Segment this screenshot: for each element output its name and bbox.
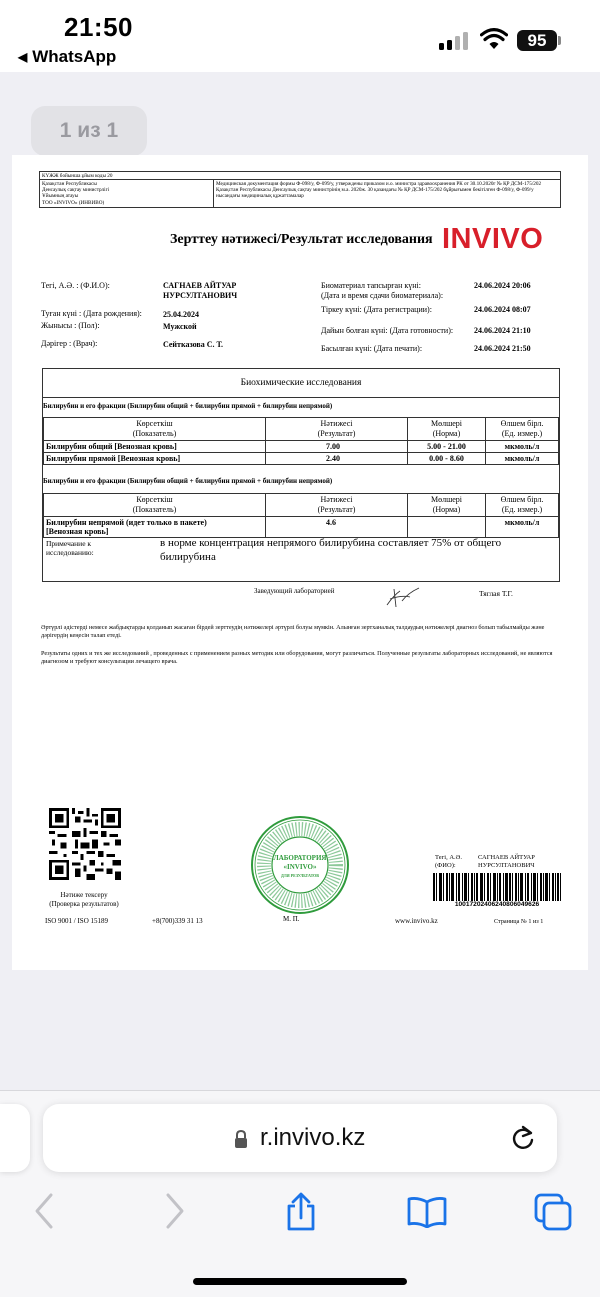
signature-name: Тяглая Т.Г. <box>479 589 513 598</box>
status-bar <box>0 0 600 72</box>
sample-date: 24.06.2024 20:06 <box>474 281 531 290</box>
col-header-text: Өлшем бірл. <box>500 419 544 428</box>
header-table <box>39 171 561 208</box>
patient-name-line: САГНАЕВ АЙТУАР <box>163 281 237 290</box>
tabs-icon[interactable] <box>533 1193 573 1231</box>
order-info <box>214 180 560 207</box>
group-title: Билирубин и его фракции (Билирубин общий + билирубин прямой + билирубин непрямой) <box>43 402 333 410</box>
barcode <box>433 873 561 901</box>
col-header-text: (Норма) <box>432 429 461 438</box>
test-name <box>44 517 266 538</box>
share-icon[interactable] <box>284 1192 318 1232</box>
website[interactable]: www.invivo.kz <box>395 917 438 925</box>
col-header-text: Нәтижесі <box>320 419 353 428</box>
fio-label-line: (ФИО): <box>435 862 456 869</box>
col-name-header <box>44 418 266 441</box>
order-line: Медицинская документация формы Ф-098/у, Ф-099/у, утверждены приказом и.о. министра здравоохранения РК от 30.10.2020г № ҚР ДСМ-175/202 <box>216 181 542 187</box>
test-result: 7.00 <box>266 441 408 453</box>
section-title: Биохимические исследования <box>43 369 559 398</box>
test-name: Билирубин прямой [Венозная кровь] <box>44 453 266 465</box>
sample-date-label <box>321 281 443 300</box>
test-name: Билирубин общий [Венозная кровь] <box>44 441 266 453</box>
page-counter: 1 из 1 <box>31 106 147 156</box>
sample-label-line: Биоматериал тапсырған күні: <box>321 281 421 290</box>
org-line: Ұйымның атауы <box>42 193 79 200</box>
lock-icon <box>233 1129 249 1149</box>
battery-indicator: 95 <box>517 30 557 51</box>
stamp-place-label: М. П. <box>283 915 300 923</box>
barcode-number: 10017202406240806049626 <box>454 901 540 908</box>
note-text: в норме концентрация непрямого билирубина составляет 75% от общего билирубина <box>160 537 502 563</box>
group-title: Билирубин и его фракции (Билирубин общий + билирубин прямой + билирубин непрямой) <box>43 477 333 485</box>
test-name-line: [Венозная кровь] <box>46 527 109 536</box>
note-label <box>46 539 94 557</box>
stamp-text: «INVIVO» <box>283 863 317 871</box>
reg-date-label: Тіркеу күні: (Дата регистрации): <box>321 305 432 314</box>
fio-label-line: Тегі, А.Ә. <box>435 854 462 861</box>
note-label-line: исследованию: <box>46 548 94 557</box>
url-text[interactable]: r.invivo.kz <box>260 1124 366 1151</box>
lab-stamp <box>250 815 350 915</box>
back-app-label: WhatsApp <box>32 47 117 66</box>
reg-date: 24.06.2024 08:07 <box>474 305 531 314</box>
col-unit-header <box>486 494 559 517</box>
col-header-text: (Норма) <box>432 505 461 514</box>
org-line: Қазақстан Республикасы <box>42 181 97 187</box>
table-row <box>44 517 559 538</box>
lab-result-document[interactable] <box>12 155 588 970</box>
fio-name-line: САГНАЕВ АЙТУАР <box>478 854 535 861</box>
col-header-text: (Ед. измер.) <box>501 429 543 438</box>
org-code: КҮЖЖ бойынша ұйым коды 20 <box>40 172 560 180</box>
col-header-text: Нәтижесі <box>320 495 353 504</box>
fio-name-line: НУРСУЛТАНОВИЧ <box>478 862 535 869</box>
disclaimer-ru: Результаты одних и тех же исследований , проведенных с применением разных методик или оборудования, могут различаться. Полученные результаты лабораторных исследований, не являются диагнозом и требуют консультации лечащего врача. <box>41 650 553 665</box>
back-triangle-icon: ◀ <box>18 50 28 64</box>
sex-label: Жынысы : (Пол): <box>41 321 100 330</box>
clock: 21:50 <box>64 12 133 42</box>
qr-caption <box>39 891 129 909</box>
results-table <box>43 493 559 538</box>
col-unit-header <box>486 418 559 441</box>
col-norm-header <box>408 494 486 517</box>
org-line: ТОО «INVIVO» (ИНВИВО) <box>42 199 105 206</box>
col-name-header <box>44 494 266 517</box>
test-name-line: Билирубин непрямой (идет только в пакете) <box>46 518 207 527</box>
dob-value: 25.04.2024 <box>163 310 199 319</box>
fio-label <box>435 854 462 870</box>
patient-name-line: НУРСУЛТАНОВИЧ <box>163 290 238 300</box>
qr-caption-line: (Проверка результатов) <box>49 900 119 908</box>
ready-date-label: Дайын болған күні: (Дата готовности): <box>321 326 454 335</box>
ready-date: 24.06.2024 21:10 <box>474 326 531 335</box>
col-header-text: Көрсеткіш <box>136 495 173 504</box>
test-unit: мкмоль/л <box>486 453 559 465</box>
col-header-text: (Ед. измер.) <box>501 505 543 514</box>
invivo-logo: INVIVO <box>442 223 544 255</box>
cellular-signal-icon <box>439 32 469 50</box>
col-header-text: Көрсеткіш <box>136 419 173 428</box>
doctor-label: Дәрігер : (Врач): <box>41 339 98 348</box>
col-header-text: (Результат) <box>317 429 356 438</box>
stamp-text: ДЛЯ РЕЗУЛЬТАТОВ <box>281 873 319 878</box>
org-line: Денсаулық сақтау министрлігі <box>42 187 110 194</box>
test-result: 4.6 <box>266 517 408 538</box>
test-result: 2.40 <box>266 453 408 465</box>
table-row <box>44 441 559 453</box>
qr-caption-line: Нәтиже тексеру <box>60 891 108 899</box>
col-header-text: Өлшем бірл. <box>500 495 544 504</box>
print-date-label: Басылған күні: (Дата печати): <box>321 344 423 353</box>
page-number: Страница № 1 из 1 <box>494 918 544 925</box>
col-norm-header <box>408 418 486 441</box>
bookmarks-icon[interactable] <box>406 1196 448 1228</box>
note-label-line: Примечание к <box>46 539 92 548</box>
reload-icon[interactable] <box>509 1124 537 1152</box>
home-indicator[interactable] <box>193 1278 407 1285</box>
test-norm: 5.00 - 21.00 <box>408 441 486 453</box>
name-label: Тегі, А.Ә. : (Ф.И.О): <box>41 281 110 290</box>
disclaimer-kz: Әртүрлі әдістерді немесе жабдықтарды қолданып жасаған бірдей зерттеудің нәтижелері әртүрлі болуы мүмкін. Алынған зертханалық талдаудың нәтижелері диагноз болып табылмайды және дәрігердің кеңесін талап етеді. <box>41 624 545 639</box>
sex-value: Мужской <box>163 322 197 331</box>
document-title: Зерттеу нәтижесі/Результат исследования <box>170 232 433 247</box>
col-header-text: Мөлшері <box>430 495 463 504</box>
sample-label-line: (Дата и время сдачи биоматериала): <box>321 290 444 300</box>
phone-number: +8(700)339 31 13 <box>152 917 203 925</box>
iso-standards: ISO 9001 / ISO 15189 <box>45 917 109 925</box>
order-line: Қазақстан Республикасы Денсаулық сақтау министрінің м.а. 2020ж. 30 қазандағы № ҚР ДСМ-175/202 бұйрығымен бекітілген Ф-098/у, Ф-099/у нысандағы медициналық құжаттамалар <box>216 187 534 200</box>
test-norm: 0.00 - 8.60 <box>408 453 486 465</box>
table-header-row <box>44 494 559 517</box>
col-header-text: (Показатель) <box>132 505 177 514</box>
test-unit: мкмоль/л <box>486 517 559 538</box>
battery-tip <box>558 36 561 45</box>
stamp-text: ЛАБОРАТОРИЯ <box>273 854 327 862</box>
col-result-header <box>266 418 408 441</box>
qr-code[interactable] <box>49 808 121 880</box>
test-norm <box>408 517 486 538</box>
back-icon[interactable] <box>33 1192 55 1230</box>
forward-icon[interactable] <box>164 1192 186 1230</box>
col-result-header <box>266 494 408 517</box>
back-to-app-link[interactable] <box>18 47 116 67</box>
col-header-text: Мөлшері <box>430 419 463 428</box>
dob-label: Туған күні : (Дата рождения): <box>41 309 142 318</box>
print-date: 24.06.2024 21:50 <box>474 344 531 353</box>
fio-name <box>478 854 535 870</box>
patient-name <box>163 281 237 300</box>
col-header-text: (Показатель) <box>132 429 177 438</box>
results-table <box>43 417 559 465</box>
org-info <box>40 180 214 207</box>
wifi-icon <box>480 28 508 50</box>
table-header-row <box>44 418 559 441</box>
signature-mark <box>384 585 422 609</box>
previous-tab-card[interactable] <box>0 1104 30 1172</box>
doctor-value: Сейтказова С. Т. <box>163 340 224 349</box>
table-row <box>44 453 559 465</box>
results-section <box>42 368 560 582</box>
test-unit: мкмоль/л <box>486 441 559 453</box>
col-header-text: (Результат) <box>317 505 356 514</box>
signature-label: Заведующий лабораторией <box>254 587 335 595</box>
